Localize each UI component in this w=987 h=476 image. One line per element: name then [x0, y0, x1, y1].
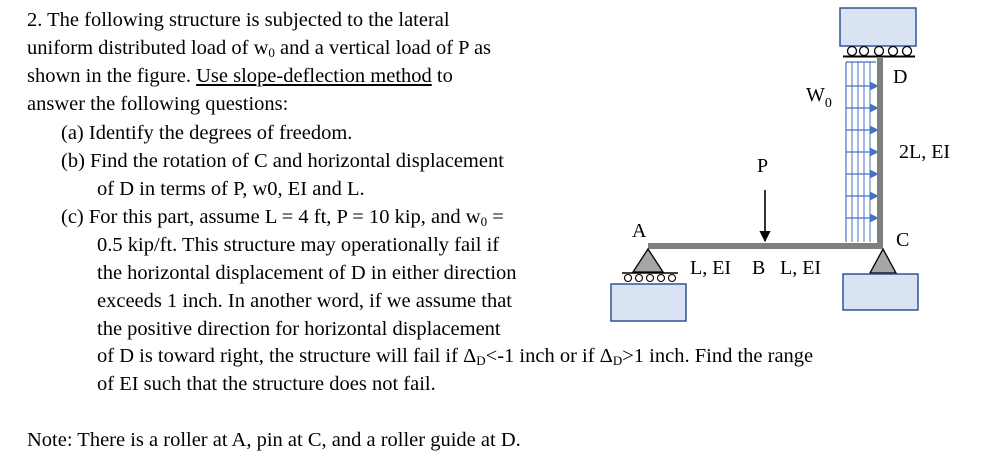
question-c-line-1: (c) For this part, assume L = 4 ft, P = 10 kip, and $w_0$ =: [61, 206, 504, 229]
label-segment-bc: L, EI: [780, 257, 822, 279]
problem-line-3: shown in the figure. Use slope-deflection method to: [27, 65, 453, 87]
question-c-line-3: the horizontal displacement of D in either direction: [97, 262, 517, 284]
label-w0: $W_0$: [806, 84, 832, 111]
question-c-line-7: of EI such that the structure does not fail.: [97, 373, 436, 395]
label-segment-ab: L, EI: [690, 257, 732, 279]
label-b: B: [752, 257, 766, 279]
method-instruction: Use slope-deflection method: [196, 65, 432, 87]
base-block-c: [843, 274, 918, 310]
question-a: (a) Identify the degrees of freedom.: [61, 122, 353, 144]
pin-support-c: [843, 249, 918, 310]
base-block-a: [611, 284, 686, 321]
label-a: A: [632, 220, 647, 242]
roller-guide-d: [848, 47, 912, 56]
label-p: P: [757, 155, 769, 177]
problem-line-2: uniform distributed load of $w_0$ and a vertical load of P as: [27, 37, 492, 60]
label-d: D: [893, 66, 908, 88]
problem-line-4: answer the following questions:: [27, 93, 289, 115]
question-b-line-1: (b) Find the rotation of C and horizontal displacement: [61, 150, 504, 172]
problem-line-1: 2. The following structure is subjected to the lateral: [27, 9, 450, 31]
distributed-load: [846, 62, 878, 242]
question-c-line-4: exceeds 1 inch. In another word, if we assume that: [97, 290, 512, 312]
question-c-line-5: the positive direction for horizontal displacement: [97, 318, 501, 340]
support-note: Note: There is a roller at A, pin at C, and a roller guide at D.: [27, 429, 521, 451]
question-c-line-2: 0.5 kip/ft. This structure may operationally fail if: [97, 234, 500, 256]
label-c: C: [896, 229, 910, 251]
question-c-line-6: of D is toward right, the structure will fail if $\Delta_D<-1$ inch or if $\Delta_D>1$ inch. Find the range: [97, 345, 814, 368]
label-column: 2L, EI: [899, 141, 951, 163]
roller-support-a: [611, 249, 686, 321]
question-b-line-2: of D in terms of P, w0, EI and L.: [97, 178, 365, 200]
guide-block-d: [840, 8, 916, 46]
load-arrows: [846, 86, 878, 218]
